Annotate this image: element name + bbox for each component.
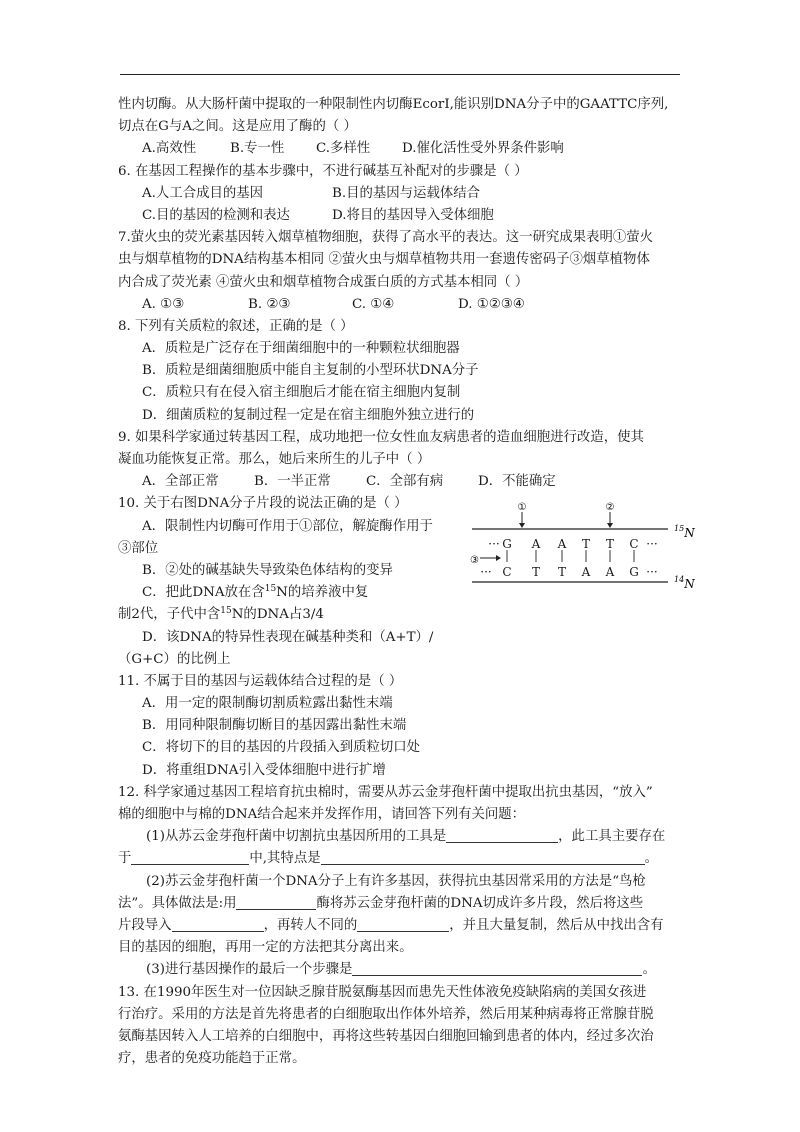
q7-line-3: 内合成了荧光素 ④萤火虫和烟草植物合成蛋白质的方式基本相同（ ）: [118, 274, 529, 290]
bottom-base: A: [581, 565, 591, 579]
top-base: C: [629, 537, 639, 551]
q12-p1c: 于: [118, 851, 132, 867]
q7-options: [118, 294, 692, 316]
q10-c2-post: N的DNA占3/4: [231, 607, 324, 623]
bottom-label-n: N: [684, 577, 695, 590]
q5-option-b: B.专一性: [230, 141, 285, 157]
q5-line-1: 性内切酶。从大肠杆菌中提取的一种限制性内切酶EcorⅠ,能识别DNA分子中的GAATTC序列,: [118, 97, 669, 112]
header-rule: [120, 74, 680, 75]
q6-stem: 6. 在基因工程操作的基本步骤中，不进行碱基互补配对的步骤是（ ）: [118, 163, 528, 179]
top-base: ···: [646, 537, 658, 551]
q12-line-2: 棉的细胞中与棉的DNA结合起来并发挥作用，请回答下列有关问题：: [118, 807, 526, 822]
mark-3-arrow-head: [496, 555, 501, 561]
top-strand-bases: [488, 537, 657, 551]
q7-line-1: 7.萤火虫的荧光素基因转入烟草植物细胞，获得了高水平的表达。这一研究成果表明①萤火: [118, 230, 654, 246]
q9-option-d: D．不能确定: [478, 474, 556, 490]
q12-p1e: 。: [644, 851, 658, 867]
q12-p2c: 酶将苏云金芽孢杆菌的DNA切成许多片段，然后将这些: [316, 895, 644, 911]
q6-option-c: C.目的基因的检测和表达: [142, 207, 290, 223]
q13-line-2: 行治疗。采用的方法是首先将患者的白细胞取出作体外培养，然后用某种病毒将正常腺苷脱: [118, 1006, 654, 1022]
q5-options: [118, 138, 692, 160]
q6-option-d: D.将目的基因导入受体细胞: [332, 207, 494, 223]
q10-c1-sup: 15: [264, 584, 277, 595]
q12-p1b: ，此工具主要存在: [558, 829, 666, 845]
q10-option-d-line-2: （G+C）的比例上: [118, 651, 231, 667]
q13-line-3: 氨酶基因转入人工培养的白细胞中，再将这些转基因白细胞回输到患者的体内，经过多次治: [118, 1028, 654, 1044]
q12-blank-location[interactable]: [131, 849, 249, 865]
q8-stem: 8. 下列有关质粒的叙述，正确的是（ ）: [118, 318, 354, 334]
q10-c1-pre: C．把此DNA放在含: [142, 585, 265, 601]
mark-3: ③: [470, 555, 479, 566]
top-base: A: [557, 537, 567, 551]
q12-p1a: (1)从苏云金芽孢杆菌中切割抗虫基因所用的工具是: [146, 829, 447, 845]
bottom-base: A: [605, 565, 615, 579]
q10-c1-post: N的培养液中复: [276, 585, 369, 601]
q10-option-a-line-1: A．限制性内切酶可作用于①部位，解旋酶作用于: [142, 518, 433, 534]
q6-options-row-2: [118, 205, 692, 227]
bottom-label-sup: 14: [674, 575, 685, 584]
bottom-base: C: [502, 565, 512, 579]
base-pair-bonds: [507, 550, 634, 562]
bottom-base: G: [629, 565, 639, 579]
q6-option-a: A.人工合成目的基因: [142, 185, 264, 201]
q12-part-3: [118, 959, 692, 981]
q12-p3a: (3)进行基因操作的最后一个步骤是: [146, 962, 353, 978]
bottom-strand-label: [674, 575, 695, 590]
cut-arrow-2-head: [607, 523, 613, 528]
bottom-base: T: [557, 565, 567, 579]
bottom-base: ···: [480, 565, 492, 579]
top-base: ···: [488, 537, 500, 551]
q9-option-c: C．全部有病: [366, 474, 444, 490]
top-label-n: N: [684, 526, 695, 540]
q12-p2e: ，再转人不同的: [263, 917, 358, 933]
top-base: T: [605, 537, 615, 551]
q11-option-b: B．用同种限制酶切断目的基因露出黏性末端: [142, 718, 407, 734]
dna-fragment-figure: [468, 500, 698, 590]
q5-option-a: A.高效性: [142, 141, 197, 157]
q11-option-c: C．将切下的目的基因的片段插入到质粒切口处: [142, 740, 421, 756]
q10-option-a-line-2: ③部位: [118, 540, 159, 556]
q5-option-d: D.催化活性受外界条件影响: [402, 141, 564, 157]
q11-option-a: A．用一定的限制酶切割质粒露出黏性末端: [142, 696, 393, 712]
q7-option-c: C. ①④: [352, 296, 395, 312]
q12-part-1-line-1: [118, 826, 692, 848]
q7-line-2: 虫与烟草植物的DNA结构基本相同 ②萤火虫与烟草植物共用一套遗传密码子③烟草植物体: [118, 252, 650, 268]
q7-option-a: A. ①③: [142, 296, 185, 312]
bottom-strand-bases: [480, 565, 657, 579]
q12-part-2-line-4: 目的基因的细胞，再用一定的方法把其分离出来。: [118, 940, 413, 956]
q13-line-4: 疗，患者的免疫功能趋于正常。: [118, 1051, 306, 1067]
q6-option-b: B.目的基因与运载体结合: [332, 185, 481, 201]
q12-blank-receptor[interactable]: [357, 916, 449, 932]
q8-option-b: B．质粒是细菌细胞质中能自主复制的小型环状DNA分子: [142, 363, 479, 379]
q12-blank-final-step[interactable]: [352, 960, 642, 976]
q11-option-d: D．将重组DNA引入受体细胞中进行扩增: [142, 762, 386, 778]
q12-part-2-line-2: [118, 893, 692, 915]
q6-options-row-1: [118, 183, 692, 205]
q8-option-c: C．质粒只有在侵入宿主细胞后才能在宿主细胞内复制: [142, 385, 461, 401]
q10-stem: 10. 关于右图DNA分子片段的说法正确的是（ ）: [118, 496, 408, 512]
q10-option-c-line-2: [118, 604, 692, 626]
top-base: A: [531, 537, 541, 551]
q8-option-d: D．细菌质粒的复制过程一定是在宿主细胞外独立进行的: [142, 407, 475, 423]
q12-line-1: 12. 科学家通过基因工程培育抗虫棉时，需要从苏云金芽孢杆菌中提取出抗虫基因，“放入”: [118, 784, 653, 800]
q12-p1d: 中,其特点是: [249, 851, 321, 867]
q9-line-1: 9. 如果科学家通过转基因工程，成功地把一位女性血友病患者的造血细胞进行改造，使其: [118, 429, 644, 445]
q12-p2d: 片段导入: [118, 917, 172, 933]
q9-options: [118, 471, 692, 493]
q12-part-2-line-3: [118, 915, 692, 937]
q9-option-b: B．一半正常: [254, 474, 331, 490]
q7-option-d: D. ①②③④: [458, 296, 525, 312]
q10-option-d-line-1: D．该DNA的特异性表现在碱基种类和（A+T）/: [142, 629, 434, 645]
top-label-sup: 15: [674, 524, 685, 533]
top-base: T: [581, 537, 591, 551]
q7-option-b: B. ②③: [248, 296, 291, 312]
q10-c2-sup: 15: [220, 606, 232, 617]
q12-blank-vector[interactable]: [172, 916, 264, 932]
q12-part-1-line-2: [118, 848, 692, 870]
bottom-base: T: [531, 565, 541, 579]
q12-blank-tool[interactable]: [446, 827, 558, 843]
q12-p2f: ，并且大量复制，然后从中找出含有: [449, 917, 664, 933]
q9-option-a: A．全部正常: [142, 474, 219, 490]
q13-line-1: 13. 在1990年医生对一位因缺乏腺苷脱氨酶基因而患先天性体液免疫缺陷病的美国女孩进: [118, 984, 647, 1000]
top-strand-label: [674, 524, 695, 540]
q5-option-c: C.多样性: [316, 141, 371, 157]
cut-arrow-1-head: [519, 523, 525, 528]
q10-c2-pre: 制2代，子代中含: [118, 607, 221, 623]
mark-1: ①: [517, 502, 527, 513]
q11-stem: 11. 不属于目的基因与运载体结合过程的是（ ）: [118, 673, 403, 689]
top-base: G: [502, 537, 512, 551]
q12-blank-enzyme[interactable]: [236, 894, 316, 910]
q10-option-b: B．②处的碱基缺失导致染色体结构的变异: [142, 562, 393, 578]
q12-p3b: 。: [642, 962, 656, 978]
q8-option-a: A．质粒是广泛存在于细菌细胞中的一种颗粒状细胞器: [142, 341, 460, 357]
q5-line-2: 切点在G与A之间。这是应用了酶的（ ）: [118, 119, 357, 135]
q12-part-2-line-1: (2)苏云金芽孢杆菌一个DNA分子上有许多基因，获得抗虫基因常采用的方法是“鸟枪: [146, 873, 646, 889]
q12-blank-feature[interactable]: [321, 849, 645, 865]
q12-p2b: 法”。具体做法是:用: [118, 895, 237, 911]
mark-2: ②: [605, 502, 615, 513]
bottom-base: ···: [646, 565, 658, 579]
q9-line-2: 凝血功能恢复正常。那么，她后来所生的儿子中（ ）: [118, 452, 431, 467]
